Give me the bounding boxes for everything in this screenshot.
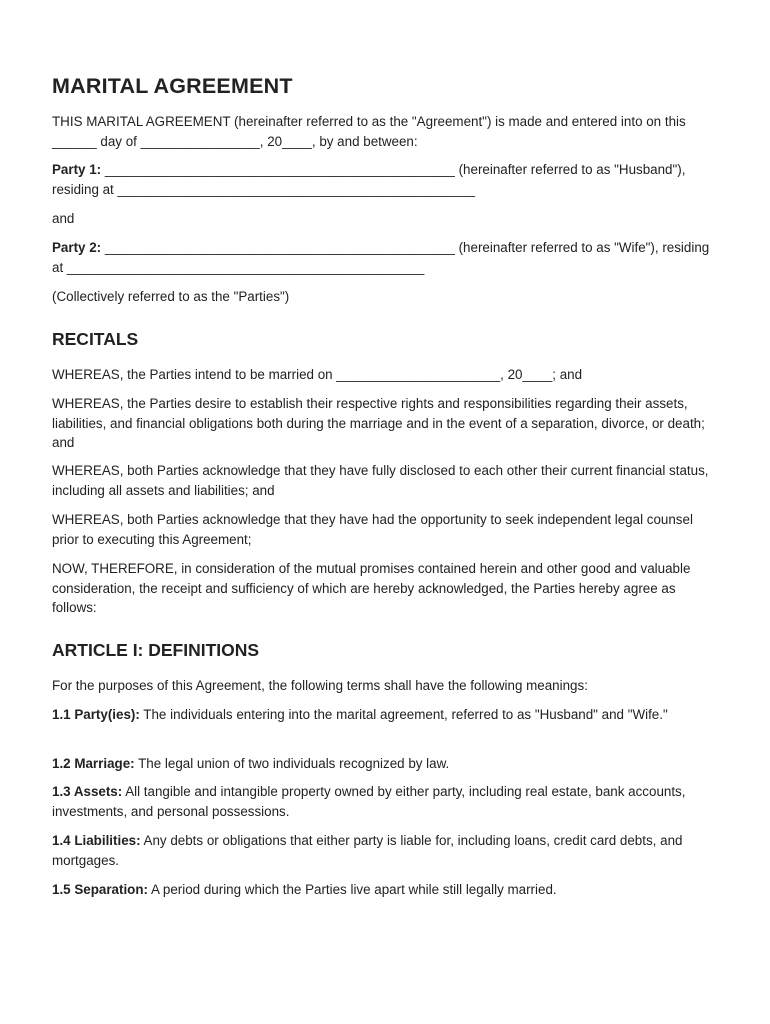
article-1-heading: ARTICLE I: DEFINITIONS — [52, 640, 260, 660]
definition-item — [52, 705, 722, 725]
party-2-paragraph — [52, 238, 722, 277]
document-title: MARITAL AGREEMENT — [52, 74, 293, 98]
recital-item: WHEREAS, the Parties desire to establish their respective rights and responsibilities regarding their assets, liabilities, and financial obligations both during the marriage and in the event of a separation, divorce, or death; and — [52, 396, 705, 450]
definition-item — [52, 831, 722, 870]
party-1-text: _______________________________________________ (hereinafter referred to as "Husband"), residing at ________________________________________________ — [52, 162, 686, 197]
party-2-label: Party 2: — [52, 240, 102, 255]
collective-paragraph: (Collectively referred to as the "Parties") — [52, 289, 290, 304]
recital-item: WHEREAS, both Parties acknowledge that they have had the opportunity to seek independent legal counsel prior to executing this Agreement; — [52, 512, 693, 547]
definition-text: All tangible and intangible property owned by either party, including real estate, bank accounts, investments, and personal possessions. — [52, 784, 686, 819]
definition-term: 1.5 Separation: — [52, 882, 148, 897]
definition-item — [52, 880, 722, 900]
intro-paragraph: THIS MARITAL AGREEMENT (hereinafter referred to as the "Agreement") is made and entered into on this ______ day of ________________, 20____, by and between: — [52, 114, 686, 149]
and-text: and — [52, 211, 75, 226]
definition-term: 1.1 Party(ies): — [52, 707, 140, 722]
definition-term: 1.3 Assets: — [52, 784, 123, 799]
definition-text: The individuals entering into the marital agreement, referred to as "Husband" and "Wife." — [139, 707, 668, 722]
definition-item — [52, 754, 722, 774]
recital-item: WHEREAS, the Parties intend to be married on ______________________, 20____; and — [52, 367, 583, 382]
party-2-text: _______________________________________________ (hereinafter referred to as "Wife"), residing at ________________________________________________ — [52, 240, 710, 275]
party-1-label: Party 1: — [52, 162, 102, 177]
recital-item: WHEREAS, both Parties acknowledge that they have fully disclosed to each other their current financial status, including all assets and liabilities; and — [52, 463, 709, 498]
article-1-intro: For the purposes of this Agreement, the following terms shall have the following meanings: — [52, 678, 588, 693]
recital-item: NOW, THEREFORE, in consideration of the mutual promises contained herein and other good and valuable consideration, the receipt and sufficiency of which are hereby acknowledged, the Parties hereby agree as follows: — [52, 561, 691, 615]
definition-item — [52, 782, 722, 821]
definition-text: The legal union of two individuals recognized by law. — [134, 756, 450, 771]
recitals-heading: RECITALS — [52, 329, 139, 349]
definition-text: Any debts or obligations that either party is liable for, including loans, credit card debts, and mortgages. — [52, 833, 683, 868]
party-1-paragraph — [52, 160, 722, 199]
definition-term: 1.2 Marriage: — [52, 756, 135, 771]
definition-text: A period during which the Parties live apart while still legally married. — [148, 882, 557, 897]
definition-term: 1.4 Liabilities: — [52, 833, 141, 848]
